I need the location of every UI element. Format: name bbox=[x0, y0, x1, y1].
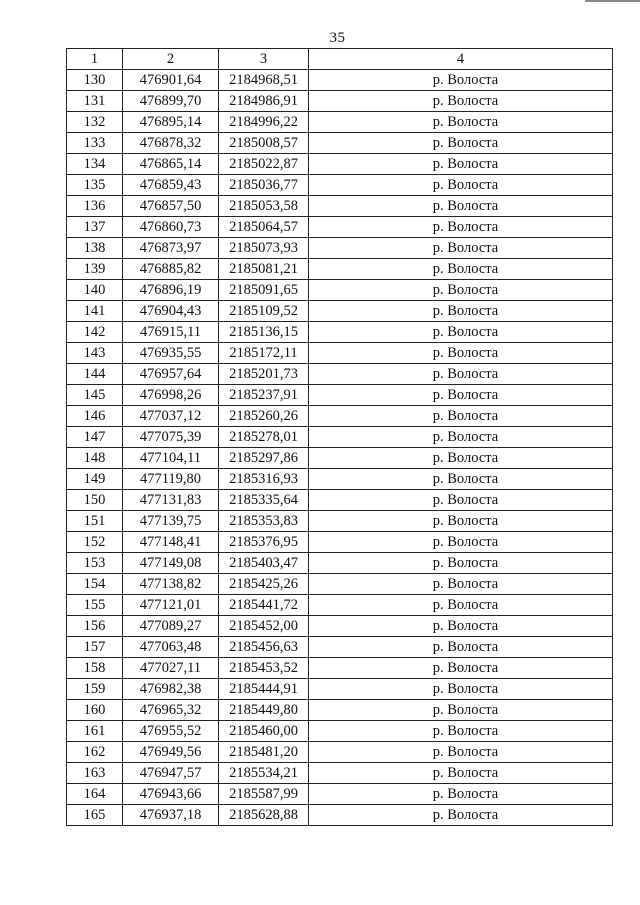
x-coordinate-cell: 476859,43 bbox=[123, 175, 219, 196]
table-row bbox=[67, 658, 613, 679]
x-coordinate-cell: 476949,56 bbox=[123, 742, 219, 763]
point-number-cell: 155 bbox=[67, 595, 123, 616]
table-row bbox=[67, 679, 613, 700]
table-row bbox=[67, 637, 613, 658]
description-cell: р. Волоста bbox=[309, 469, 613, 490]
y-coordinate-cell: 2185353,83 bbox=[219, 511, 309, 532]
description-cell: р. Волоста bbox=[309, 721, 613, 742]
y-coordinate-cell: 2184968,51 bbox=[219, 70, 309, 91]
y-coordinate-cell: 2185081,21 bbox=[219, 259, 309, 280]
column-header-1: 1 bbox=[67, 49, 123, 70]
y-coordinate-cell: 2185073,93 bbox=[219, 238, 309, 259]
description-cell: р. Волоста bbox=[309, 196, 613, 217]
point-number-cell: 137 bbox=[67, 217, 123, 238]
x-coordinate-cell: 476947,57 bbox=[123, 763, 219, 784]
description-cell: р. Волоста bbox=[309, 385, 613, 406]
table-row bbox=[67, 406, 613, 427]
x-coordinate-cell: 476865,14 bbox=[123, 154, 219, 175]
y-coordinate-cell: 2185452,00 bbox=[219, 616, 309, 637]
description-cell: р. Волоста bbox=[309, 91, 613, 112]
point-number-cell: 141 bbox=[67, 301, 123, 322]
point-number-cell: 139 bbox=[67, 259, 123, 280]
description-cell: р. Волоста bbox=[309, 175, 613, 196]
x-coordinate-cell: 477148,41 bbox=[123, 532, 219, 553]
point-number-cell: 157 bbox=[67, 637, 123, 658]
description-cell: р. Волоста bbox=[309, 658, 613, 679]
table-row bbox=[67, 511, 613, 532]
scan-edge-mark bbox=[585, 0, 640, 2]
x-coordinate-cell: 476982,38 bbox=[123, 679, 219, 700]
y-coordinate-cell: 2185201,73 bbox=[219, 364, 309, 385]
y-coordinate-cell: 2185172,11 bbox=[219, 343, 309, 364]
description-cell: р. Волоста bbox=[309, 763, 613, 784]
point-number-cell: 158 bbox=[67, 658, 123, 679]
table-row bbox=[67, 700, 613, 721]
point-number-cell: 160 bbox=[67, 700, 123, 721]
table-row bbox=[67, 133, 613, 154]
column-header-2: 2 bbox=[123, 49, 219, 70]
x-coordinate-cell: 476943,66 bbox=[123, 784, 219, 805]
point-number-cell: 164 bbox=[67, 784, 123, 805]
description-cell: р. Волоста bbox=[309, 700, 613, 721]
x-coordinate-cell: 477149,08 bbox=[123, 553, 219, 574]
point-number-cell: 159 bbox=[67, 679, 123, 700]
point-number-cell: 152 bbox=[67, 532, 123, 553]
description-cell: р. Волоста bbox=[309, 637, 613, 658]
x-coordinate-cell: 477089,27 bbox=[123, 616, 219, 637]
point-number-cell: 161 bbox=[67, 721, 123, 742]
y-coordinate-cell: 2185481,20 bbox=[219, 742, 309, 763]
table-header-row bbox=[67, 49, 613, 70]
x-coordinate-cell: 477027,11 bbox=[123, 658, 219, 679]
description-cell: р. Волоста bbox=[309, 553, 613, 574]
x-coordinate-cell: 476873,97 bbox=[123, 238, 219, 259]
point-number-cell: 138 bbox=[67, 238, 123, 259]
point-number-cell: 163 bbox=[67, 763, 123, 784]
x-coordinate-cell: 477139,75 bbox=[123, 511, 219, 532]
y-coordinate-cell: 2185237,91 bbox=[219, 385, 309, 406]
point-number-cell: 150 bbox=[67, 490, 123, 511]
point-number-cell: 135 bbox=[67, 175, 123, 196]
description-cell: р. Волоста bbox=[309, 154, 613, 175]
point-number-cell: 136 bbox=[67, 196, 123, 217]
table-row bbox=[67, 154, 613, 175]
description-cell: р. Волоста bbox=[309, 280, 613, 301]
y-coordinate-cell: 2185136,15 bbox=[219, 322, 309, 343]
point-number-cell: 154 bbox=[67, 574, 123, 595]
table-row bbox=[67, 175, 613, 196]
y-coordinate-cell: 2185036,77 bbox=[219, 175, 309, 196]
table-row bbox=[67, 112, 613, 133]
x-coordinate-cell: 476998,26 bbox=[123, 385, 219, 406]
description-cell: р. Волоста bbox=[309, 784, 613, 805]
description-cell: р. Волоста bbox=[309, 133, 613, 154]
description-cell: р. Волоста bbox=[309, 574, 613, 595]
y-coordinate-cell: 2185260,26 bbox=[219, 406, 309, 427]
x-coordinate-cell: 476935,55 bbox=[123, 343, 219, 364]
point-number-cell: 148 bbox=[67, 448, 123, 469]
x-coordinate-cell: 476915,11 bbox=[123, 322, 219, 343]
x-coordinate-cell: 476899,70 bbox=[123, 91, 219, 112]
description-cell: р. Волоста bbox=[309, 490, 613, 511]
y-coordinate-cell: 2185008,57 bbox=[219, 133, 309, 154]
table-row bbox=[67, 595, 613, 616]
x-coordinate-cell: 477119,80 bbox=[123, 469, 219, 490]
y-coordinate-cell: 2185441,72 bbox=[219, 595, 309, 616]
table-row bbox=[67, 427, 613, 448]
table-row bbox=[67, 448, 613, 469]
table-row bbox=[67, 742, 613, 763]
table-row bbox=[67, 91, 613, 112]
description-cell: р. Волоста bbox=[309, 322, 613, 343]
x-coordinate-cell: 476904,43 bbox=[123, 301, 219, 322]
y-coordinate-cell: 2184996,22 bbox=[219, 112, 309, 133]
y-coordinate-cell: 2185456,63 bbox=[219, 637, 309, 658]
point-number-cell: 147 bbox=[67, 427, 123, 448]
y-coordinate-cell: 2185091,65 bbox=[219, 280, 309, 301]
point-number-cell: 131 bbox=[67, 91, 123, 112]
table-row bbox=[67, 616, 613, 637]
x-coordinate-cell: 476895,14 bbox=[123, 112, 219, 133]
x-coordinate-cell: 476957,64 bbox=[123, 364, 219, 385]
x-coordinate-cell: 477138,82 bbox=[123, 574, 219, 595]
x-coordinate-cell: 476885,82 bbox=[123, 259, 219, 280]
y-coordinate-cell: 2185425,26 bbox=[219, 574, 309, 595]
y-coordinate-cell: 2185278,01 bbox=[219, 427, 309, 448]
y-coordinate-cell: 2185316,93 bbox=[219, 469, 309, 490]
y-coordinate-cell: 2184986,91 bbox=[219, 91, 309, 112]
y-coordinate-cell: 2185587,99 bbox=[219, 784, 309, 805]
description-cell: р. Волоста bbox=[309, 427, 613, 448]
description-cell: р. Волоста bbox=[309, 595, 613, 616]
y-coordinate-cell: 2185376,95 bbox=[219, 532, 309, 553]
page-number: 35 bbox=[329, 30, 346, 46]
coordinates-table bbox=[66, 48, 613, 826]
point-number-cell: 149 bbox=[67, 469, 123, 490]
table-row bbox=[67, 469, 613, 490]
y-coordinate-cell: 2185297,86 bbox=[219, 448, 309, 469]
description-cell: р. Волоста bbox=[309, 343, 613, 364]
table-row bbox=[67, 259, 613, 280]
table-row bbox=[67, 574, 613, 595]
x-coordinate-cell: 476965,32 bbox=[123, 700, 219, 721]
point-number-cell: 144 bbox=[67, 364, 123, 385]
table-row bbox=[67, 805, 613, 826]
point-number-cell: 132 bbox=[67, 112, 123, 133]
y-coordinate-cell: 2185403,47 bbox=[219, 553, 309, 574]
description-cell: р. Волоста bbox=[309, 805, 613, 826]
description-cell: р. Волоста bbox=[309, 301, 613, 322]
table-row bbox=[67, 385, 613, 406]
x-coordinate-cell: 477063,48 bbox=[123, 637, 219, 658]
point-number-cell: 151 bbox=[67, 511, 123, 532]
table-body bbox=[67, 70, 613, 826]
x-coordinate-cell: 476857,50 bbox=[123, 196, 219, 217]
description-cell: р. Волоста bbox=[309, 406, 613, 427]
x-coordinate-cell: 476878,32 bbox=[123, 133, 219, 154]
description-cell: р. Волоста bbox=[309, 742, 613, 763]
x-coordinate-cell: 476955,52 bbox=[123, 721, 219, 742]
description-cell: р. Волоста bbox=[309, 259, 613, 280]
table-row bbox=[67, 763, 613, 784]
description-cell: р. Волоста bbox=[309, 448, 613, 469]
description-cell: р. Волоста bbox=[309, 70, 613, 91]
table-row bbox=[67, 70, 613, 91]
point-number-cell: 130 bbox=[67, 70, 123, 91]
x-coordinate-cell: 477104,11 bbox=[123, 448, 219, 469]
table-row bbox=[67, 301, 613, 322]
table-row bbox=[67, 217, 613, 238]
table-row bbox=[67, 784, 613, 805]
y-coordinate-cell: 2185628,88 bbox=[219, 805, 309, 826]
description-cell: р. Волоста bbox=[309, 679, 613, 700]
point-number-cell: 165 bbox=[67, 805, 123, 826]
point-number-cell: 143 bbox=[67, 343, 123, 364]
x-coordinate-cell: 477075,39 bbox=[123, 427, 219, 448]
description-cell: р. Волоста bbox=[309, 238, 613, 259]
x-coordinate-cell: 476896,19 bbox=[123, 280, 219, 301]
point-number-cell: 153 bbox=[67, 553, 123, 574]
x-coordinate-cell: 477131,83 bbox=[123, 490, 219, 511]
table-row bbox=[67, 280, 613, 301]
table-row bbox=[67, 322, 613, 343]
table-row bbox=[67, 343, 613, 364]
y-coordinate-cell: 2185449,80 bbox=[219, 700, 309, 721]
x-coordinate-cell: 476937,18 bbox=[123, 805, 219, 826]
y-coordinate-cell: 2185053,58 bbox=[219, 196, 309, 217]
description-cell: р. Волоста bbox=[309, 112, 613, 133]
description-cell: р. Волоста bbox=[309, 364, 613, 385]
x-coordinate-cell: 477121,01 bbox=[123, 595, 219, 616]
point-number-cell: 133 bbox=[67, 133, 123, 154]
y-coordinate-cell: 2185109,52 bbox=[219, 301, 309, 322]
y-coordinate-cell: 2185064,57 bbox=[219, 217, 309, 238]
table-row bbox=[67, 364, 613, 385]
point-number-cell: 145 bbox=[67, 385, 123, 406]
table-row bbox=[67, 238, 613, 259]
y-coordinate-cell: 2185335,64 bbox=[219, 490, 309, 511]
table-row bbox=[67, 490, 613, 511]
y-coordinate-cell: 2185460,00 bbox=[219, 721, 309, 742]
x-coordinate-cell: 476860,73 bbox=[123, 217, 219, 238]
x-coordinate-cell: 476901,64 bbox=[123, 70, 219, 91]
description-cell: р. Волоста bbox=[309, 616, 613, 637]
table-row bbox=[67, 553, 613, 574]
point-number-cell: 134 bbox=[67, 154, 123, 175]
description-cell: р. Волоста bbox=[309, 532, 613, 553]
table-row bbox=[67, 721, 613, 742]
y-coordinate-cell: 2185534,21 bbox=[219, 763, 309, 784]
y-coordinate-cell: 2185444,91 bbox=[219, 679, 309, 700]
x-coordinate-cell: 477037,12 bbox=[123, 406, 219, 427]
point-number-cell: 156 bbox=[67, 616, 123, 637]
description-cell: р. Волоста bbox=[309, 511, 613, 532]
y-coordinate-cell: 2185022,87 bbox=[219, 154, 309, 175]
description-cell: р. Волоста bbox=[309, 217, 613, 238]
point-number-cell: 162 bbox=[67, 742, 123, 763]
column-header-4: 4 bbox=[309, 49, 613, 70]
column-header-3: 3 bbox=[219, 49, 309, 70]
y-coordinate-cell: 2185453,52 bbox=[219, 658, 309, 679]
table-row bbox=[67, 532, 613, 553]
point-number-cell: 142 bbox=[67, 322, 123, 343]
table-row bbox=[67, 196, 613, 217]
point-number-cell: 140 bbox=[67, 280, 123, 301]
point-number-cell: 146 bbox=[67, 406, 123, 427]
